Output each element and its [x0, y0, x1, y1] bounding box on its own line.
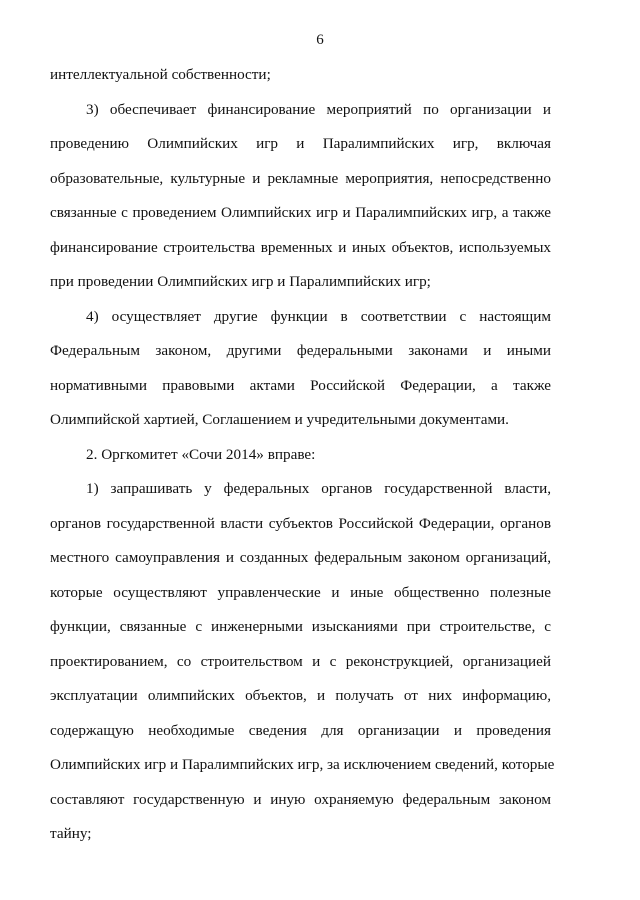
document-body — [50, 58, 555, 852]
text-line: Олимпийской хартией, Соглашением и учредительными документами. — [50, 411, 509, 428]
text-line: связанные с проведением Олимпийских игр и Паралимпийских игр, а также — [50, 204, 551, 221]
text-line: тайну; — [50, 825, 92, 842]
text-line: 2. Оргкомитет «Сочи 2014» вправе: — [86, 445, 316, 463]
text-line: образовательные, культурные и рекламные мероприятия, непосредственно — [50, 169, 551, 187]
text-line: 1) запрашивать у федеральных органов государственной власти, — [86, 480, 551, 497]
text-line: проектированием, со строительством и с реконструкцией, организацией — [50, 652, 551, 670]
text-line: 4) осуществляет другие функции в соответствии с настоящим — [86, 307, 551, 325]
text-line: финансирование строительства временных и иных объектов, используемых — [50, 238, 551, 256]
text-line: нормативными правовыми актами Российской Федерации, а также — [50, 376, 551, 394]
text-line: Олимпийских игр и Паралимпийских игр, за исключением сведений, которые — [50, 756, 555, 773]
text-line: 3) обеспечивает финансирование мероприятий по организации и — [86, 100, 551, 118]
text-line: местного самоуправления и созданных федеральным законом организаций, — [50, 549, 551, 566]
text-line: содержащую необходимые сведения для организации и проведения — [50, 721, 551, 739]
text-line: интеллектуальной собственности; — [50, 66, 271, 83]
text-line: составляют государственную и иную охраняемую федеральным законом — [50, 790, 551, 808]
text-line: проведению Олимпийских игр и Паралимпийских игр, включая — [50, 135, 551, 152]
text-line: Федеральным законом, другими федеральными законами и иными — [50, 342, 551, 359]
text-line: эксплуатации олимпийских объектов, и получать от них информацию, — [50, 687, 551, 704]
text-line: которые осуществляют управленческие и иные общественно полезные — [50, 583, 551, 601]
text-line: функции, связанные с инженерными изысканиями при строительстве, с — [50, 618, 551, 635]
page-number: 6 — [316, 32, 324, 48]
text-line: при проведении Олимпийских игр и Паралимпийских игр; — [50, 273, 431, 290]
text-line: органов государственной власти субъектов Российской Федерации, органов — [50, 514, 551, 532]
